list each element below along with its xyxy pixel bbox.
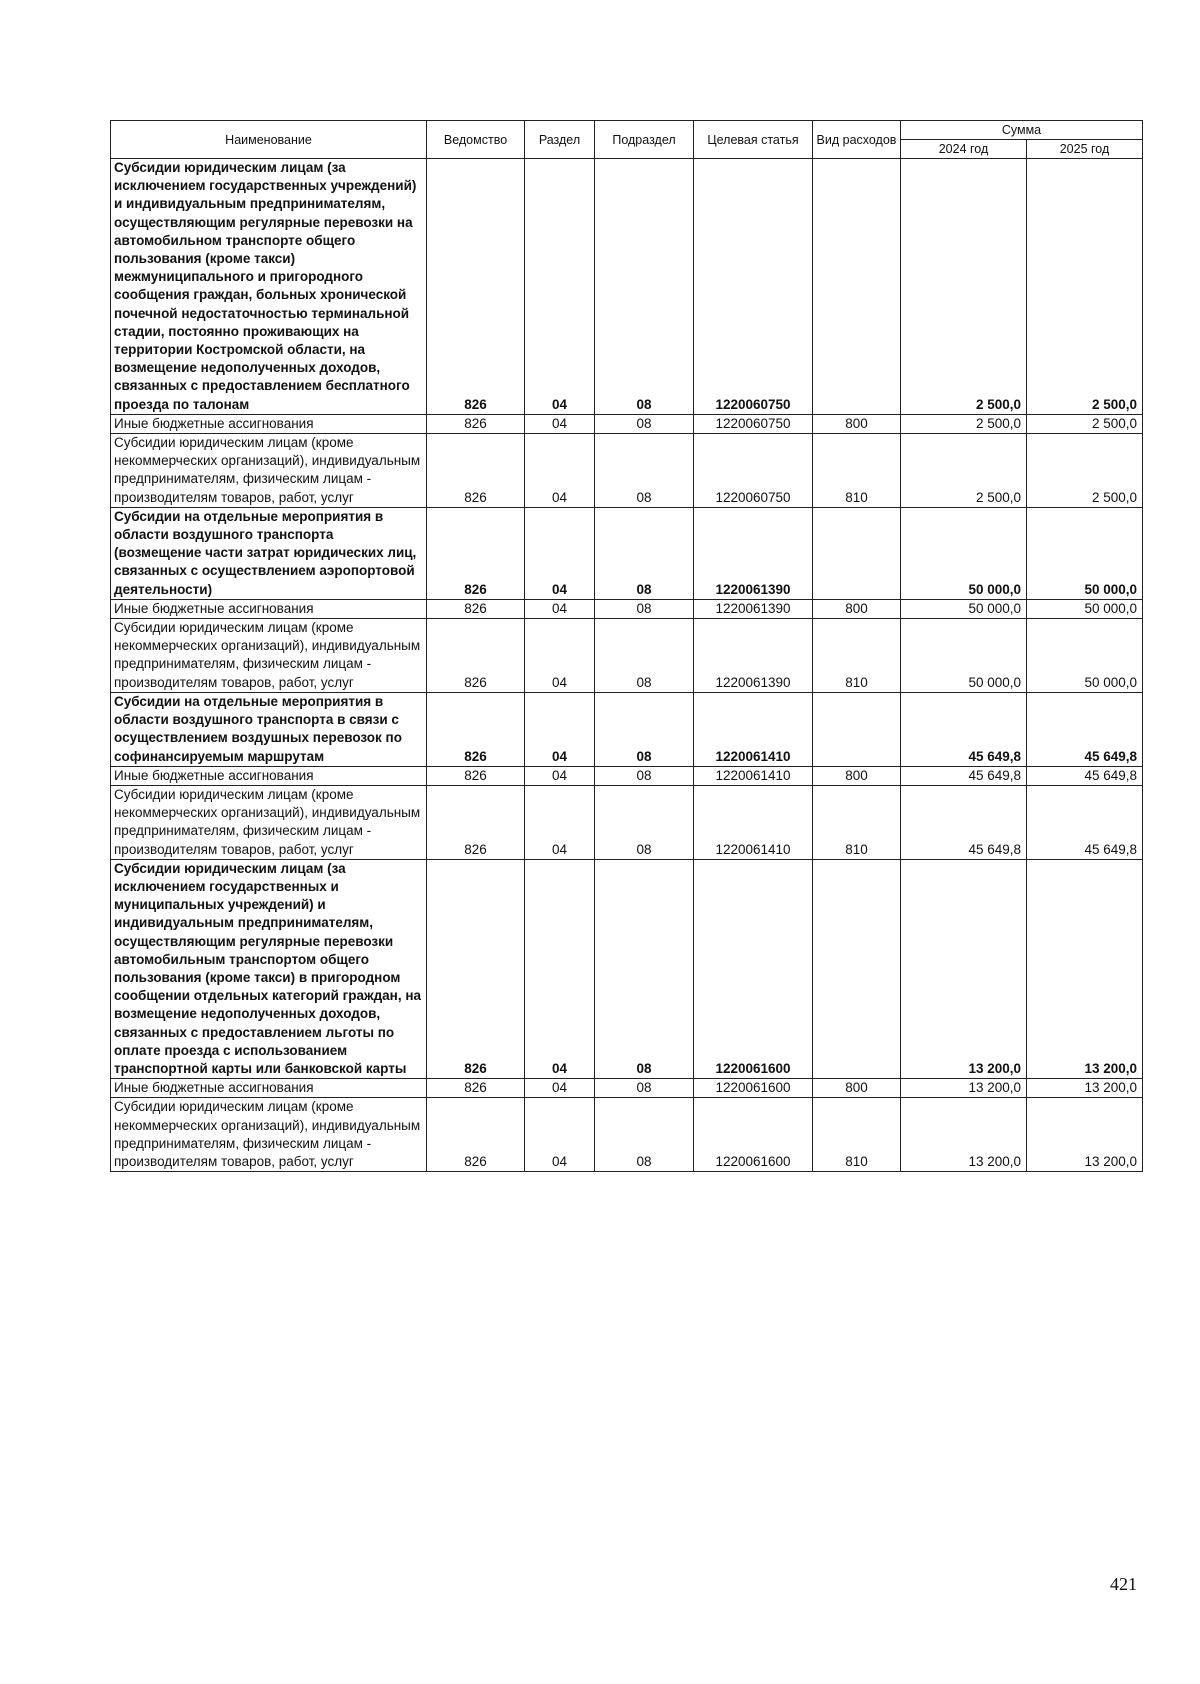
cell-subsection: 08 xyxy=(595,159,694,415)
cell-sum-2024: 2 500,0 xyxy=(901,159,1027,415)
cell-department: 826 xyxy=(427,414,525,433)
header-subsection: Подраздел xyxy=(595,121,694,159)
cell-sum-2024: 13 200,0 xyxy=(901,1079,1027,1098)
cell-name: Субсидии юридическим лицам (кроме некоммерческих организаций), индивидуальным предпринимателям, физическим лицам - производителям товаров, работ, услуг xyxy=(111,434,427,508)
cell-target-item: 1220061600 xyxy=(694,859,813,1078)
cell-section: 04 xyxy=(525,414,595,433)
cell-section: 04 xyxy=(525,159,595,415)
cell-expense-type: 810 xyxy=(813,619,901,693)
cell-expense-type xyxy=(813,859,901,1078)
table-row xyxy=(111,785,1143,859)
table-row xyxy=(111,766,1143,785)
table-row xyxy=(111,859,1143,1078)
cell-subsection: 08 xyxy=(595,599,694,618)
cell-department: 826 xyxy=(427,599,525,618)
cell-name: Субсидии юридическим лицам (кроме некоммерческих организаций), индивидуальным предпринимателям, физическим лицам - производителям товаров, работ, услуг xyxy=(111,785,427,859)
cell-target-item: 1220061410 xyxy=(694,766,813,785)
cell-department: 826 xyxy=(427,766,525,785)
cell-name: Субсидии юридическим лицам (кроме некоммерческих организаций), индивидуальным предпринимателям, физическим лицам - производителям товаров, работ, услуг xyxy=(111,619,427,693)
cell-sum-2025: 13 200,0 xyxy=(1027,1098,1143,1172)
cell-expense-type: 800 xyxy=(813,599,901,618)
cell-sum-2024: 2 500,0 xyxy=(901,414,1027,433)
cell-expense-type xyxy=(813,159,901,415)
cell-target-item: 1220060750 xyxy=(694,434,813,508)
cell-section: 04 xyxy=(525,1098,595,1172)
cell-subsection: 08 xyxy=(595,1098,694,1172)
cell-sum-2024: 45 649,8 xyxy=(901,766,1027,785)
cell-subsection: 08 xyxy=(595,692,694,766)
cell-section: 04 xyxy=(525,785,595,859)
cell-expense-type: 810 xyxy=(813,1098,901,1172)
table-row xyxy=(111,599,1143,618)
cell-target-item: 1220061410 xyxy=(694,785,813,859)
cell-department: 826 xyxy=(427,619,525,693)
cell-sum-2025: 13 200,0 xyxy=(1027,1079,1143,1098)
cell-section: 04 xyxy=(525,619,595,693)
cell-section: 04 xyxy=(525,859,595,1078)
cell-name: Иные бюджетные ассигнования xyxy=(111,414,427,433)
cell-name: Субсидии юридическим лицам (за исключением государственных и муниципальных учреждений) и индивидуальным предпринимателям, осуществляющим регулярные перевозки автомобильным транспортом общего пользования (кроме такси) в пригородном сообщении отдельных категорий граждан, на возмещение недополученных доходов, связанных с предоставлением льготы по оплате проезда с использованием транспортной карты или банковской карты xyxy=(111,859,427,1078)
cell-target-item: 1220061410 xyxy=(694,692,813,766)
cell-subsection: 08 xyxy=(595,785,694,859)
cell-sum-2025: 45 649,8 xyxy=(1027,785,1143,859)
table-row xyxy=(111,1079,1143,1098)
table-row xyxy=(111,159,1143,415)
cell-name: Субсидии на отдельные мероприятия в области воздушного транспорта (возмещение части затрат юридических лиц, связанных с осуществлением аэропортовой деятельности) xyxy=(111,507,427,599)
cell-sum-2024: 50 000,0 xyxy=(901,507,1027,599)
cell-sum-2025: 50 000,0 xyxy=(1027,507,1143,599)
cell-department: 826 xyxy=(427,859,525,1078)
cell-sum-2025: 2 500,0 xyxy=(1027,434,1143,508)
header-department: Ведомство xyxy=(427,121,525,159)
table-row xyxy=(111,692,1143,766)
cell-expense-type: 800 xyxy=(813,414,901,433)
cell-name: Иные бюджетные ассигнования xyxy=(111,766,427,785)
cell-target-item: 1220061600 xyxy=(694,1098,813,1172)
header-target-item: Целевая статья xyxy=(694,121,813,159)
cell-subsection: 08 xyxy=(595,619,694,693)
cell-subsection: 08 xyxy=(595,414,694,433)
cell-sum-2024: 50 000,0 xyxy=(901,619,1027,693)
cell-section: 04 xyxy=(525,434,595,508)
cell-sum-2025: 50 000,0 xyxy=(1027,619,1143,693)
header-sum: Сумма xyxy=(901,121,1143,140)
cell-department: 826 xyxy=(427,692,525,766)
cell-subsection: 08 xyxy=(595,507,694,599)
cell-sum-2024: 45 649,8 xyxy=(901,785,1027,859)
cell-expense-type xyxy=(813,692,901,766)
table-header xyxy=(111,121,1143,159)
cell-name: Субсидии на отдельные мероприятия в области воздушного транспорта в связи с осуществлением воздушных перевозок по софинансируемым маршрутам xyxy=(111,692,427,766)
page-number: 421 xyxy=(1110,1574,1137,1594)
cell-sum-2025: 50 000,0 xyxy=(1027,599,1143,618)
cell-expense-type: 800 xyxy=(813,1079,901,1098)
cell-section: 04 xyxy=(525,692,595,766)
table-row xyxy=(111,619,1143,693)
cell-name: Иные бюджетные ассигнования xyxy=(111,599,427,618)
cell-target-item: 1220060750 xyxy=(694,414,813,433)
cell-section: 04 xyxy=(525,1079,595,1098)
cell-section: 04 xyxy=(525,507,595,599)
cell-subsection: 08 xyxy=(595,434,694,508)
cell-sum-2025: 2 500,0 xyxy=(1027,159,1143,415)
cell-subsection: 08 xyxy=(595,766,694,785)
cell-sum-2024: 2 500,0 xyxy=(901,434,1027,508)
cell-name: Субсидии юридическим лицам (за исключением государственных учреждений) и индивидуальным предпринимателям, осуществляющим регулярные перевозки на автомобильном транспорте общего пользования (кроме такси) межмуниципального и пригородного сообщения граждан, больных хронической почечной недостаточностью терминальной стадии, постоянно проживающих на территории Костромской области, на возмещение недополученных доходов, связанных с предоставлением бесплатного проезда по талонам xyxy=(111,159,427,415)
cell-subsection: 08 xyxy=(595,1079,694,1098)
cell-department: 826 xyxy=(427,507,525,599)
cell-sum-2025: 45 649,8 xyxy=(1027,766,1143,785)
cell-sum-2025: 13 200,0 xyxy=(1027,859,1143,1078)
cell-sum-2025: 2 500,0 xyxy=(1027,414,1143,433)
cell-target-item: 1220061390 xyxy=(694,507,813,599)
cell-sum-2024: 13 200,0 xyxy=(901,859,1027,1078)
cell-department: 826 xyxy=(427,1098,525,1172)
header-year-2024: 2024 год xyxy=(901,140,1027,159)
cell-department: 826 xyxy=(427,159,525,415)
cell-target-item: 1220061390 xyxy=(694,599,813,618)
header-expense-type: Вид расходов xyxy=(813,121,901,159)
header-name: Наименование xyxy=(111,121,427,159)
cell-target-item: 1220061600 xyxy=(694,1079,813,1098)
cell-department: 826 xyxy=(427,434,525,508)
cell-sum-2024: 45 649,8 xyxy=(901,692,1027,766)
cell-expense-type: 810 xyxy=(813,434,901,508)
cell-sum-2024: 13 200,0 xyxy=(901,1098,1027,1172)
budget-table xyxy=(110,120,1143,1172)
cell-sum-2025: 45 649,8 xyxy=(1027,692,1143,766)
cell-expense-type: 810 xyxy=(813,785,901,859)
cell-target-item: 1220060750 xyxy=(694,159,813,415)
cell-section: 04 xyxy=(525,599,595,618)
table-row xyxy=(111,414,1143,433)
table-row xyxy=(111,1098,1143,1172)
cell-expense-type: 800 xyxy=(813,766,901,785)
header-section: Раздел xyxy=(525,121,595,159)
table-row xyxy=(111,507,1143,599)
cell-name: Иные бюджетные ассигнования xyxy=(111,1079,427,1098)
header-year-2025: 2025 год xyxy=(1027,140,1143,159)
cell-expense-type xyxy=(813,507,901,599)
cell-section: 04 xyxy=(525,766,595,785)
table-row xyxy=(111,434,1143,508)
cell-subsection: 08 xyxy=(595,859,694,1078)
cell-sum-2024: 50 000,0 xyxy=(901,599,1027,618)
cell-target-item: 1220061390 xyxy=(694,619,813,693)
cell-department: 826 xyxy=(427,1079,525,1098)
table-body xyxy=(111,159,1143,1172)
cell-department: 826 xyxy=(427,785,525,859)
cell-name: Субсидии юридическим лицам (кроме некоммерческих организаций), индивидуальным предпринимателям, физическим лицам - производителям товаров, работ, услуг xyxy=(111,1098,427,1172)
